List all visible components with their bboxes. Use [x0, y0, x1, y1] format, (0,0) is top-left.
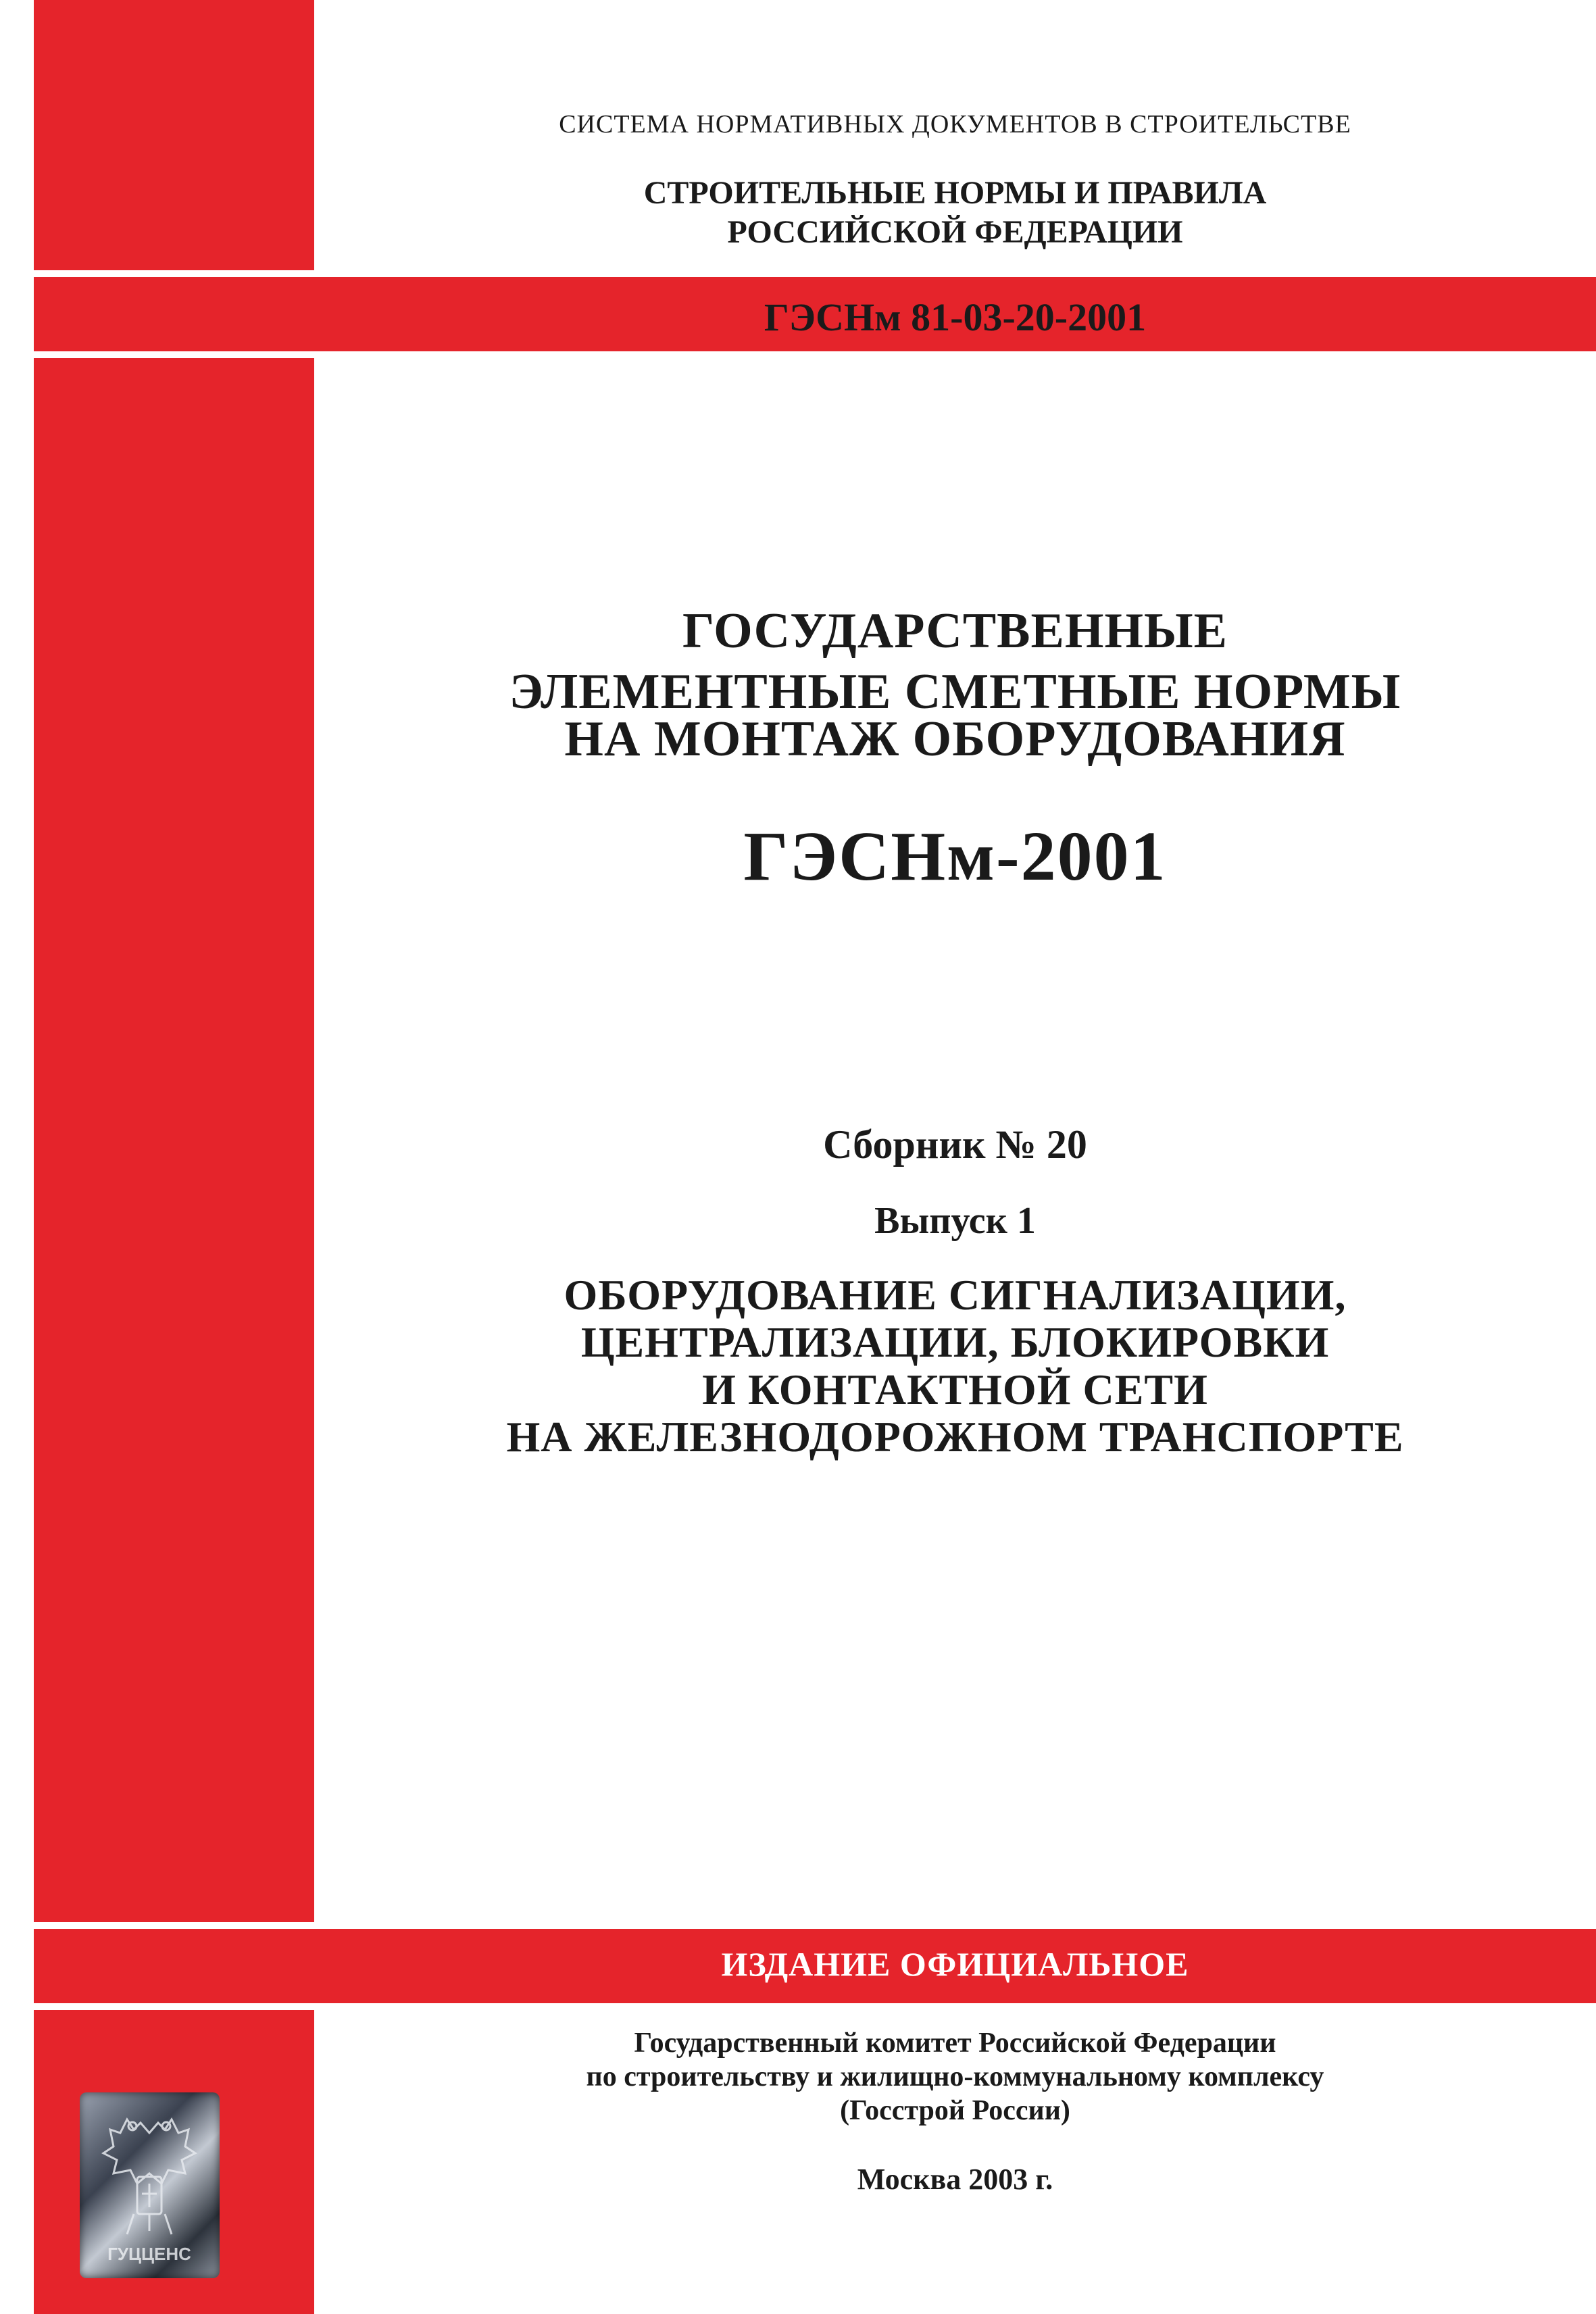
red-band-left-top [34, 0, 314, 270]
series-title: СИСТЕМА НОРМАТИВНЫХ ДОКУМЕНТОВ В СТРОИТЕЛЬСТВЕ [559, 110, 1351, 139]
document-code: ГЭСНм 81-03-20-2001 [764, 295, 1147, 339]
subject-line-4: НА ЖЕЛЕЗНОДОРОЖНОМ ТРАНСПОРТЕ [506, 1413, 1404, 1461]
hologram-text: ГУЦЦЕНС [107, 2244, 191, 2264]
issue-number: Выпуск 1 [874, 1200, 1036, 1242]
snip-line-2: РОССИЙСКОЙ ФЕДЕРАЦИИ [727, 214, 1183, 250]
eagle-icon [80, 2092, 220, 2278]
publisher-line-2: по строительству и жилищно-коммунальному комплексу [586, 2061, 1324, 2092]
official-edition-label: ИЗДАНИЕ ОФИЦИАЛЬНОЕ [721, 1945, 1189, 1983]
title-abbreviation: ГЭСНм-2001 [743, 818, 1167, 895]
double-headed-eagle-hologram-icon [80, 2092, 220, 2278]
title-line-1: ГОСУДАРСТВЕННЫЕ [682, 603, 1228, 659]
title-line-2: ЭЛЕМЕНТНЫЕ СМЕТНЫЕ НОРМЫ [509, 664, 1401, 720]
subject-line-1: ОБОРУДОВАНИЕ СИГНАЛИЗАЦИИ, [564, 1271, 1347, 1319]
subject-line-3: И КОНТАКТНОЙ СЕТИ [702, 1365, 1208, 1413]
snip-line-1: СТРОИТЕЛЬНЫЕ НОРМЫ И ПРАВИЛА [643, 175, 1267, 211]
city-year: Москва 2003 г. [857, 2163, 1053, 2196]
publisher-line-3: (Госстрой России) [840, 2095, 1070, 2126]
collection-number: Сборник № 20 [823, 1122, 1087, 1167]
publisher-line-1: Государственный комитет Российской Федерации [634, 2028, 1276, 2059]
subject-line-2: ЦЕНТРАЛИЗАЦИИ, БЛОКИРОВКИ [580, 1318, 1330, 1366]
red-band-left-middle [34, 358, 314, 1922]
title-line-3: НА МОНТАЖ ОБОРУДОВАНИЯ [564, 711, 1346, 767]
